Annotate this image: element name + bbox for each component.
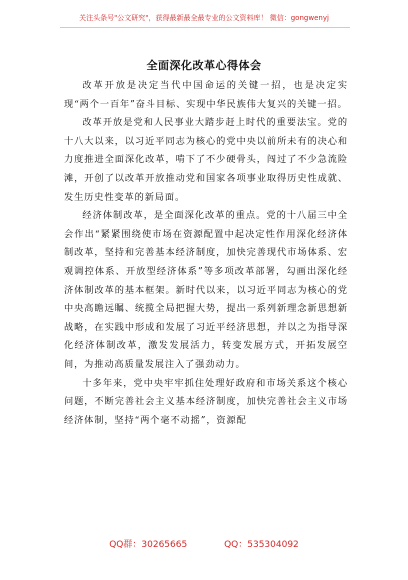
footer-qq-group: QQ群：30265665 [109,540,188,550]
paragraph-1: 改革开放是决定当代中国命运的关键一招，也是决定实现“两个一百年”奋斗目标、实现中华民族伟大复兴的关键一招。 [64,80,348,110]
header-divider [60,27,350,28]
header-promo: 关注头条号"公文研究"，获得最新最全最专业的公文资料库！ 微信：gongwenyj [79,14,329,22]
footer-contact [0,537,408,550]
paragraph-2: 改革开放是党和人民事业大踏步赶上时代的重要法宝。党的十八大以来，以习近平同志为核心的党中央以前所未有的决心和力度推进全面深化改革，啃下了不少硬骨头，闯过了不少急流险滩，开创了以改革开放推动党和国家各项事业取得历史性成就、发生历史性变革的新局面。 [64,117,348,203]
footer-qq-number: QQ：535304092 [224,540,299,550]
document-title: 全面深化改革心得体会 [146,59,262,72]
paragraph-3: 经济体制改革，是全面深化改革的重点。党的十八届三中全会作出“紧紧围绕使市场在资源配置中起决定性作用深化经济体制改革，坚持和完善基本经济制度，加快完善现代市场体系、宏观调控体系、开放型经济体系”等多项改革部署，勾画出深化经济体制改革的基本框架。新时代以来，以习近平同志为核心的党中央高瞻远瞩、统揽全局把握大势，提出一系列新理念新思想新战略，在实践中形成和发展了习近平经济思想，并以之为指导深化经济体制改革，激发发展活力，转变发展方式，开拓发展空间，为推动高质量发展注入了强劲动力。 [64,210,348,370]
document-body [64,77,348,430]
paragraph-4: 十多年来，党中央牢牢抓住处理好政府和市场关系这个核心问题，不断完善社会主义基本经济制度，加快完善社会主义市场经济体制，坚持“两个毫不动摇”，资源配 [64,377,348,426]
